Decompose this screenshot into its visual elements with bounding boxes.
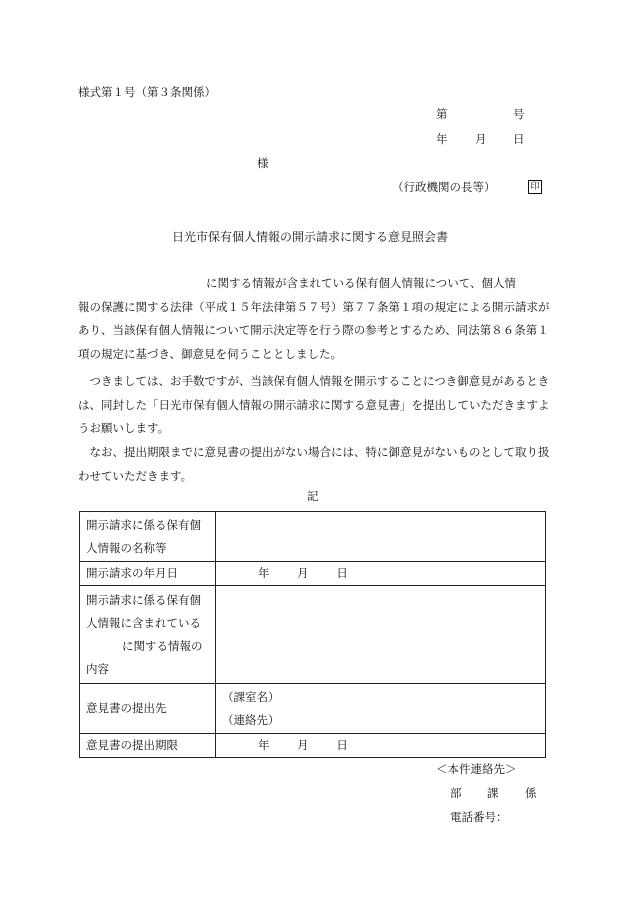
table-row [80,586,546,684]
body-p1-line1: に関する情報が含まれている保有個人情報について、個人情 [206,276,517,290]
request-date-day: 日 [336,566,348,580]
table-row [80,684,546,734]
body-paragraph-1 [78,272,550,366]
row-value-info-content[interactable] [216,586,546,684]
ki-heading: 記 [307,489,319,503]
table-row [80,734,546,758]
body-p1-rest: 報の保護に関する法律（平成１５年法律第５７号）第７７条第１項の規定による開示請求があり、当該保有個人情報について開示決定等を行う際の参考とするため、同法第８６条第１項の規定に基づき、御意見を伺うこととしました。 [78,299,550,361]
deadline-year: 年 [258,738,270,752]
row-label-submit-to: 意見書の提出先 [80,684,216,734]
row-value-deadline[interactable] [216,734,546,758]
sender-label: （行政機関の長等） [392,180,496,194]
doc-number-prefix: 第 [436,107,448,121]
body-paragraph-3 [78,441,550,488]
date-month: 月 [475,132,487,146]
row-label-info-name: 開示請求に係る保有個人情報の名称等 [80,512,216,562]
row-value-request-date[interactable] [216,562,546,586]
table-row [80,512,546,562]
submit-to-contact: （連絡先） [222,712,280,727]
addressee-suffix: 様 [257,156,269,170]
sender [392,179,496,195]
form-label: 様式第１号（第３条関係） [78,85,216,99]
request-date-year: 年 [258,566,270,580]
request-date-month: 月 [297,566,309,580]
row-label-request-date: 開示請求の年月日 [80,562,216,586]
contact-kakari: 係 [525,786,537,800]
body-p2: つきましては、お手数ですが、当該保有個人情報を開示することにつき御意見があるときは、同封した「日光市保有個人情報の開示請求に関する意見書」を提出していただきますようお願いします。 [78,374,550,435]
request-details-table [79,511,546,758]
seal-mark [526,179,542,194]
document-title: 日光市保有個人情報の開示請求に関する意見照会書 [172,230,449,244]
body-paragraph-2 [78,370,550,441]
submit-to-dept: （課室名） [222,689,280,704]
row-value-submit-to[interactable] [216,684,546,734]
row-label-info-content-b: に関する情報の内容 [86,638,203,676]
date-day: 日 [513,132,525,146]
row-label-deadline: 意見書の提出期限 [80,734,216,758]
deadline-day: 日 [336,738,348,752]
doc-number-suffix: 号 [513,107,525,121]
contact-heading: ＜本件連絡先＞ [436,762,517,776]
seal-icon: 印 [528,180,542,194]
contact-bu: 部 [450,786,462,800]
table-row [80,562,546,586]
date-year: 年 [436,132,448,146]
row-label-info-content-a: 開示請求に係る保有個人情報に含まれている [86,592,201,630]
contact-phone: 電話番号： [450,810,508,824]
contact-ka: 課 [487,786,499,800]
deadline-month: 月 [297,738,309,752]
row-value-info-name[interactable] [216,512,546,562]
row-label-info-content [80,586,216,684]
body-p3: なお、提出期限までに意見書の提出がない場合には、特に御意見がないものとして取り扱わせていただきます。 [78,445,550,483]
